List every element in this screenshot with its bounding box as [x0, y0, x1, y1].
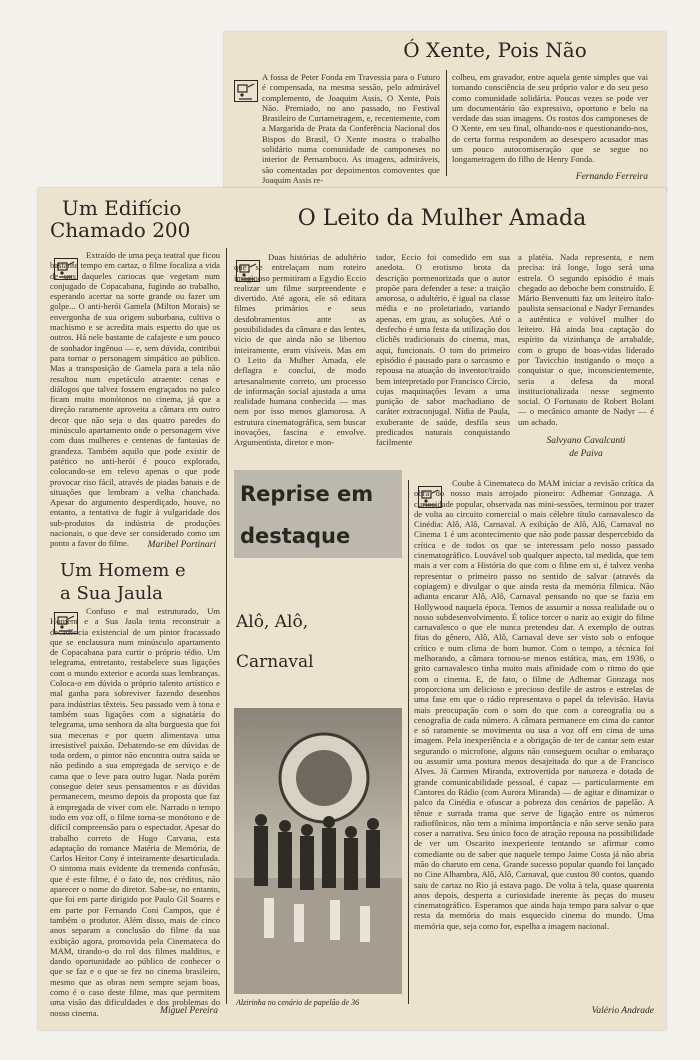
homem-title-line2: a Sua Jaula [60, 583, 163, 604]
homem-title-line1: Um Homem e [60, 560, 186, 581]
left-column-rule [226, 248, 227, 1004]
stage-scene-illustration [234, 708, 402, 994]
leito-col2: tador, Eccio foi comedido em sua anedota. O erotismo brota da descrição pormenorizada que o autor propõe para defender a tese: a traição amorosa, o adultério, é igual na classe média e no proletariado, variando apenas, em grau, as soluções. Até o desfecho é uma festa da utilização dos clichês tradicionais do cinema, mas, aqui, funcionais. O tom do primeiro episódio é pausado para o sarcasmo e repousa na atuação do inventor/traído bem interpretado por Francisco Círcio, cujas maquinações levam a uma punição de sabor machadiano de caráter extraconjugal. Nídia de Paula, exuberante de saúde, desfila seus predicados naturais conquistando facilmente [376, 252, 510, 448]
reprise-author: Valério Andrade [591, 1006, 654, 1016]
reprise-film-line2: Carnaval [236, 652, 314, 672]
homem-author: Miguel Pereira [160, 1006, 218, 1016]
top-article-author: Fernando Ferreira [575, 172, 648, 182]
top-column-rule [446, 70, 447, 176]
top-article-title: Ó Xente, Pois Não [403, 38, 587, 62]
leito-col3: a platéia. Nada representa, e nem precisa: irá longe, logo será uma estrela. O segundo episódio é mais chegado ao deboche bem construído. E Mário Benvenutti faz um leiteiro ítalo-paulista sensacional e Nadyr Fernandes a autêntica e volúvel mulher do leiteiro. Há ainda boa captação do espírito da vizinhança de arrabalde, com o grupo de boas-vidas liderado por Tavicchio instigando o moço a conquistar o que, inconscientemente, seria a defesa da moral institucionalizada nesse segmento social. O Fortunato de Robert Bolant — o mecânico amante de Nadyr — é um achado. [518, 252, 654, 427]
reprise-text: Coube à Cinemateca do MAM iniciar a revisão crítica da obra do nosso mais arrojado pioneiro: Adhemar Gonzaga. A curiosidade popular, observada nas mini-sessões, terminou por trazer de volta ao circuito comercial o mais célebre título carnavalesco da Cinédia: Alô, Alô, Carnaval. A exibição de Alô, Alô, Carnaval no Cinema 1 é um acontecimento que não pode passar despercebido da crítica e de todos os que se interessam pelo nosso passado cinematográfico. Louvável sob qualquer aspecto, tal medida, que tem mais a ver com a História do que com o filme em si, é talvez venha representar o primeiro passo no sentido de salvar (através da copiagem) e divulgar o que ainda resta da memória fílmica. Não adianta encarar Alô, Alô, Carnaval pensando no que se fazia em Hollywood naquela época. Temos de assumir a nossa realidade ou o nosso subdesenvolvimento. É tolice torcer o nariz ao exigir do filme carnavalesco o que ele nunca pretendeu dar. A exemplo de outras fitas do gênero, Alô, Alô, Carnaval deve ser visto sob o enfoque crítico e num clima de bom humor. Com o tempo, a técnica foi melhorando, a câmara tornou-se menos estática, mas, em 1936, o grito carnavalesco tinha muito mais afinidade com o ritmo do que com o cinema. E, de fato, o filme de Adhemar Gonzaga nos proporciona um delicioso e precioso desfile de astros e estrelas de uma fase em que o rádio representava o papel da televisão. Havia mais preocupação com o som do que com a coreografia ou a cenografia de cada número. A câmara permanece em cima do cantor e só raramente se movimenta ou usa a voz off em cima de uma imagem. Pela inexperiência e a obrigação de ter de cantar sem estar segurando o microfone, alguns não conseguem ocultar o embaraço ou assumir uma postura menos desajeitada do que a de Francisco Alves. Já Carmen Miranda, extrovertida por natureza e dotada de grande comunicabilidade pessoal, é capaz — particularmente em Cantores do Rádio (com Aurora Miranda) — de agitar e dinamizar o palco da Cinédia e ofuscar a pobreza dos cenários de papelão. A tênue e surrada trama que serve de ligação entre os números radiofônicos, não tem a mínima importância e não serve senão para coser a narrativa. Seu único foco de atração repousa na possibilidade de ver um Oscarito inexperiente tentando se afirmar como comediante ou de saber que naquele tempo Jaime Costa já não abria mão do charuto em cena. Grande sucesso popular quando foi lançado no Cine Alhambra, Alô, Alô, Carnaval, que custou 80 contos, quando saiu de cartaz no Rio já estava pago. De volta à tela, quase quarenta anos depois, desperta a curiosidade inerente às peças do museu cinematográfico. Esperamos que ainda haja tempo para salvar o que resta da memória do mais esquecido cinema do mundo. Uma memória que, seja como for, espelha a imagem nacional. [414, 478, 654, 931]
reprise-film-line1: Alô, Alô, [236, 612, 309, 632]
leito-author-line2: de Paiva [569, 449, 603, 459]
edificio-title-line2: Chamado 200 [50, 218, 191, 242]
film-viewer-icon [234, 80, 258, 102]
edificio-text: Extraído de uma peça teatral que ficou bastante tempo em cartaz, o filme focaliza a vida de uns daqueles cariocas que vegetam num conjugado de Copacabana, fugindo ao trabalho, esperando acertar na sorte grande ou fazer um golpe... O anti-herói Gamela (Milton Morais) se envergonha de sua origem suburbana, cultiva o machismo e se acredita mais esperto do que os outros. Há nele bastante de cafajeste e um pouco de sonhador ingênuo — e, sem dúvida, contribui para tornar o personagem simpático ao público. Mas a transposição de Gamela para a tela não resultou num espetáculo atraente: cenas e diálogos que talvez fossem engraçados no palco ficam muito monótonos no cinema, já que a direção raramente aproveita a câmara em outro decor que não seja o das quatro paredes do minúsculo apartamento onde o personagem vive com duas mulheres e centenas de fantasias de grandeza. Também aquilo que pode existir de patético no anti-herói é pouco explorado, colocando-se em relevo apenas o que pode provocar riso fácil, através de piadas banais e de situações que lembram a velha chanchada. Apesar do argumento desperdiçado, houve, no entanto, a tentativa de fugir à vulgaridade dos sub-produtos da indústria de produções nacionais, o que deve ser considerado como um ponto a favor do filme. [50, 250, 220, 549]
reprise-headline-line1: Reprise em [240, 482, 374, 506]
top-article-col2: colheu, em gravador, entre aquela gente simples que vai tomando consciência de seu próprio valor e do seu peso como comunidade solidária. Poucas vezes se pode ver um documentário tão expressivo, oportuno e belo na verdade das suas imagens. Os rostos dos camponeses de O Xente, em seu final, olhando-nos e questionando-nos, de certa forma respondem ao desespero acusador mas um pouco autocomiseração que se segue no longametragem do filho de Henry Fonda. [452, 72, 648, 165]
homem-text: Confuso e mal estruturado, Um Homem e a Sua Jaula tenta reconstruir a decadência existencial de um pintor fracassado que se enclausura num minúsculo apartamento de Copacabana para curtir o próprio tédio. Um telegrama, entretanto, restabelece suas ligações com o mundo exterior e acorda suas lembranças. Coloca-o em dúvida o próprio talento artístico e mal ganha para sobreviver fazendo desenhos para indústrias têxteis. Seu passado vem à tona e também suas ligações com a signatária do telegrama, uma senhora da alta burguesia que foi sua mecenas e por quem alimentava uma irresistível paixão. Debatendo-se em dúvidas de toda ordem, o pintor não encontra outra saída se não pedindo a sua empregada de serviço e de cama que o leve para outro lugar. Nada porém consegue deter seus pensamentos e as dúvidas permanecem, mesmo depois da proposta que faz à empregada de viver com ele. Narrado o tempo todo em voz off, o filme torna-se monótono e de difícil compreensão para o espectador. Apesar do trabalho correto de Hugo Carvana, esta adaptação do romance Matéria de Memória, de Carlos Heitor Cony é inteiramente desarticulada. O sintoma mais evidente da tremenda confusão, que é este filme, é o fato de, nos créditos, não aparecer o nome do diretor. Sabe-se, no entanto, que foi em parte dirigido por Paulo Gil Soares e em parte por Fernando Coni Campos, que é também o produtor. Além disso, mais de cinco anos separam a conclusão do filme da sua exibição agora, promovida pela Cinemateca do MAM, tirando-o do rol dos filmes malditos, e dando oportunidade ao público de conhecer o que se faz e o que se fez no cinema brasileiro, mesmo que as obras nem sempre sejam boas, como é o caso deste filme, mas que permitem uma visão das dificuldades e dos problemas do nosso cinema. [50, 606, 220, 1018]
leito-author-line1: Salvyano Cavalcanti [546, 436, 626, 446]
photo-caption: Alzirinha no cenário de papelão de 36 [236, 998, 360, 1007]
leito-title: O Leito da Mulher Amada [297, 206, 587, 231]
edificio-title-line1: Um Edifício [62, 196, 182, 220]
leito-col1: Duas histórias de adultério que se entrelaçam num roteiro imaginoso permitiram a Egydio Eccio realizar um filme surpreendente e divertido. Até agora, ele só editara filmes primários e seus desdobramentos ante as possibilidades da câmara e das lentes, vício de que ainda não se libertou inteiramente, eram visíveis. Mas em O Leito da Mulher Amada, ele deflagra e conclui, de modo artesanalmente correto, um processo de informação social ajustada a uma realidade humana conhecida — mas nem por isso menos glamorosa. A estrutura cinematográfica, sem buscar inovações, fascina e envolve. Argumentista, diretor e mon- [234, 252, 366, 448]
reprise-headline-line2: destaque [240, 524, 351, 548]
reprise-photo [234, 708, 402, 994]
edificio-author: Maribel Portinari [147, 540, 216, 550]
top-article-col1: A fossa de Peter Fonda em Travessia para o Futuro é compensada, na mesma sessão, pelo admirável complemento, de Joaquim Assis, O Xente, Pois Não. Premiado, no ano passado, no Festival Brasileiro de Curtametragem, e, recentemente, com a Margarida de Prata da Conferência Nacional dos Bispos do Brasil, O Xente mostra o trabalho solidário numa comunidade de camponeses no interior de Pernambuco. As imagens, admiráveis, são comentadas por depoimentos comoventes que Joaquim Assis re- [262, 72, 440, 185]
reprise-column-rule [408, 480, 409, 1004]
